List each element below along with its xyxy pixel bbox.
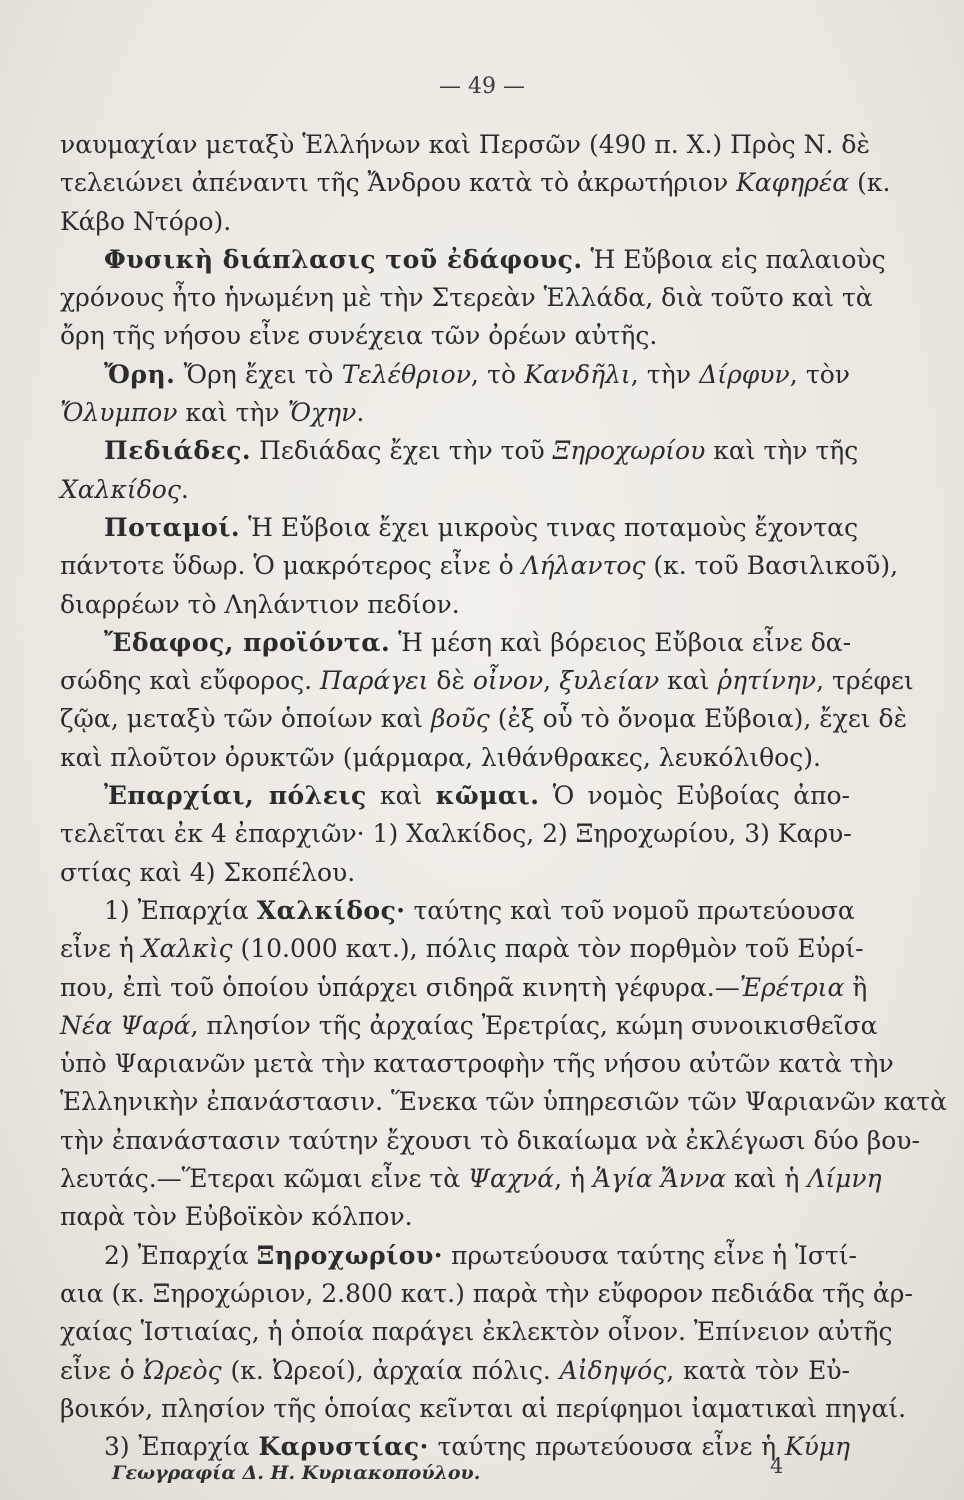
text-line <box>60 279 873 317</box>
text-line <box>60 700 907 738</box>
text-run: , τὸν <box>789 359 850 389</box>
text-line <box>60 1390 907 1428</box>
text-line <box>60 547 899 585</box>
italic-term: Ὄλυμπον <box>60 398 178 428</box>
italic-term: Χαλκὶς <box>141 934 233 964</box>
text-run: , τρέφει <box>816 666 914 696</box>
italic-term: Λίμνη <box>807 1164 882 1194</box>
italic-term: οἶνον <box>472 666 544 696</box>
text-run: βοικόν, πλησίον τῆς ὁποίας κεῖνται αἱ περίφημοι ἰαματικαὶ πηγαί. <box>60 1393 907 1423</box>
text-line <box>60 1007 878 1045</box>
text-line <box>60 892 855 930</box>
text-line <box>60 777 850 815</box>
text-line <box>60 1122 920 1160</box>
text-run: ζῷα, μεταξὺ τῶν ὁποίων καὶ <box>60 704 432 734</box>
text-run: Ἡ μέση καὶ βόρειος Εὔβοια εἶνε δα- <box>390 627 852 657</box>
text-line <box>60 241 886 279</box>
text-run: Ἡ Εὔβοια ἔχει μικροὺς τινας ποταμοὺς ἔχοντας <box>240 512 859 542</box>
text-line <box>60 1313 893 1351</box>
text-run: σώδης καὶ εὔφορος. <box>60 666 321 696</box>
text-line <box>60 739 850 777</box>
text-run: (κ. τοῦ Βασιλικοῦ), <box>645 551 899 581</box>
section-heading: Ἐπαρχίαι, πόλεις <box>104 781 367 811</box>
text-run: , ἡ <box>554 1164 593 1194</box>
italic-term: Αἰδηψός <box>559 1355 667 1385</box>
section-heading: Καρυστίας· <box>258 1432 429 1462</box>
text-run: τελεῖται ἐκ 4 ἐπαρχιῶν· 1) Χαλκίδος, 2) Ξηροχωρίου, 3) Καρυ- <box>60 819 852 849</box>
italic-term: Ἐρέτρια <box>739 972 845 1002</box>
text-line <box>60 969 868 1007</box>
text-run: Ἡ Εὔβοια εἰς παλαιοὺς <box>582 244 886 274</box>
italic-term: Ψαχνά <box>468 1164 555 1194</box>
text-line <box>60 471 850 509</box>
text-run: δὲ <box>428 666 473 696</box>
text-run: ἢ <box>844 972 868 1002</box>
text-run: 1) Ἐπαρχία <box>104 895 257 925</box>
text-run: ὄρη τῆς νήσου εἶνε συνέχεια τῶν ὀρέων αὐτῆς. <box>60 321 658 351</box>
italic-term: ῥητίνην <box>717 666 817 696</box>
text-line <box>60 930 864 968</box>
text-line <box>60 1083 947 1121</box>
text-line <box>60 624 850 662</box>
section-heading: Πεδιάδες. <box>104 436 252 466</box>
italic-term: Κανδῆλι <box>524 359 631 389</box>
text-run: καὶ ἡ <box>726 1164 808 1194</box>
text-run: 2) Ἐπαρχία <box>104 1240 257 1270</box>
text-run: καὶ <box>659 666 718 696</box>
text-line <box>60 1275 913 1313</box>
text-line <box>60 317 850 355</box>
text-line <box>60 164 891 202</box>
italic-term: ξυλείαν <box>559 666 660 696</box>
footer-author-line: Γεωγραφία Δ. Η. Κυριακοπούλου. <box>112 1462 481 1484</box>
text-run: αια (κ. Ξηροχώριον, 2.800 κατ.) παρὰ τὴν εὔφορον πεδιάδα τῆς ἀρ- <box>60 1278 913 1308</box>
text-run: Πεδιάδας ἔχει τὴν τοῦ <box>251 436 553 466</box>
text-run: καὶ τὴν τῆς <box>705 436 859 466</box>
text-run: , τὴν <box>630 359 700 389</box>
text-run: ναυμαχίαν μεταξὺ Ἑλλήνων καὶ Περσῶν (490 π. Χ.) Πρὸς Ν. δὲ <box>60 130 870 159</box>
italic-term: Παράγει <box>320 666 429 696</box>
text-line <box>60 1198 850 1236</box>
italic-term: Τελέθριον <box>341 359 471 389</box>
text-line <box>60 1160 882 1198</box>
text-run: Ὄρη ἔχει τὸ <box>175 359 342 389</box>
italic-term: Λήλαντος <box>521 551 646 581</box>
text-run: , κατὰ τὸν Εὐ- <box>666 1355 850 1385</box>
text-line <box>60 1352 850 1390</box>
text-line <box>60 1237 857 1275</box>
text-run: χαίας Ἱστιαίας, ἡ ὁποία παράγει ἐκλεκτὸν οἶνον. Ἐπίνειον αὐτῆς <box>60 1317 893 1347</box>
text-line <box>60 509 859 547</box>
italic-term: Ὠρεὸς <box>143 1355 222 1385</box>
text-line <box>60 1428 850 1466</box>
text-run: πάντοτε ὕδωρ. Ὁ μακρότερος εἶνε ὁ <box>60 551 522 581</box>
text-run: (10.000 κατ.), πόλις παρὰ τὸν πορθμὸν τοῦ Εὐρί- <box>232 934 864 964</box>
section-heading: Ξηροχωρίου· <box>256 1240 443 1270</box>
text-run: (κ. Ὠρεοί), ἀρχαία πόλις. <box>221 1355 560 1385</box>
section-heading: Φυσικὴ διάπλασις τοῦ ἐδάφους. <box>104 244 583 274</box>
text-run: εἶνε ὁ <box>60 1355 144 1385</box>
text-run: (κ. <box>849 168 891 198</box>
text-run: παρὰ τὸν Εὐβοϊκὸν κόλπον. <box>60 1202 413 1232</box>
italic-term: Δίρφυν <box>699 359 790 389</box>
section-heading: Ὄρη. <box>104 359 176 389</box>
text-run: εἶνε ἡ <box>60 934 142 964</box>
text-run: Ὁ νομὸς Εὐβοίας ἀπο- <box>539 781 851 811</box>
text-run: Ἑλληνικὴν ἐπανάστασιν. Ἕνεκα τῶν ὑπηρεσιῶν τῶν Ψαριανῶν κατὰ <box>60 1087 947 1117</box>
italic-term: βοῦς <box>431 704 490 734</box>
section-heading: Ποταμοί. <box>104 512 241 542</box>
text-run: ὑπὸ Ψαριανῶν μετὰ τὴν καταστροφὴν τῆς νήσου αὐτῶν κατὰ τὴν <box>60 1049 894 1079</box>
italic-term: Χαλκίδος <box>60 474 181 504</box>
text-run: πρωτεύουσα ταύτης εἶνε ἡ Ἱστί- <box>443 1240 857 1270</box>
text-run: χρόνους ἦτο ἡνωμένη μὲ τὴν Στερεὰν Ἑλλάδα, διὰ τοῦτο καὶ τὰ <box>60 283 873 313</box>
section-heading: Χαλκίδος· <box>256 895 406 925</box>
text-line <box>60 1045 894 1083</box>
text-run: καὶ <box>366 781 436 811</box>
text-run: τελειώνει ἀπέναντι τῆς Ἄνδρου κατὰ τὸ ἀκρωτήριον <box>60 168 737 198</box>
body-text <box>60 126 947 1466</box>
text-run: καὶ τὴν <box>177 398 288 428</box>
text-run: διαρρέων τὸ Ληλάντιον πεδίον. <box>60 589 460 619</box>
italic-term: Καφηρέα <box>736 168 850 198</box>
text-run: ταύτης πρωτεύουσα εἶνε ἡ <box>428 1432 785 1462</box>
text-line <box>60 854 850 892</box>
text-run: που, ἐπὶ τοῦ ὁποίου ὑπάρχει σιδηρᾶ κινητὴ γέφυρα.— <box>60 972 740 1002</box>
page-number: — 49 — <box>439 74 525 99</box>
text-run: Κάβο Ντόρο). <box>60 206 232 236</box>
section-heading: Ἔδαφος, προϊόντα. <box>104 627 391 657</box>
text-line <box>60 432 859 470</box>
text-run: 3) Ἐπαρχία <box>104 1432 259 1462</box>
text-run: στίας καὶ 4) Σκοπέλου. <box>60 857 356 887</box>
text-line <box>60 394 850 432</box>
text-line <box>60 126 870 164</box>
text-run: ταύτης καὶ τοῦ νομοῦ πρωτεύουσα <box>405 895 855 925</box>
text-run: . <box>356 398 365 428</box>
text-line <box>60 586 850 624</box>
text-run: , πλησίον τῆς ἀρχαίας Ἐρετρίας, κώμη συνοικισθεῖσα <box>190 1010 878 1040</box>
italic-term: Ἁγία Ἄννα <box>592 1164 727 1194</box>
signature-mark: 4 <box>770 1454 784 1478</box>
text-run: , τὸ <box>470 359 525 389</box>
text-line <box>60 356 850 394</box>
text-line <box>60 662 914 700</box>
italic-term: Ξηροχωρίου <box>552 436 706 466</box>
text-run: τὴν ἐπανάστασιν ταύτην ἔχουσι τὸ δικαίωμα νὰ ἐκλέγωσι δύο βου- <box>60 1125 920 1155</box>
text-run: (ἐξ οὗ τὸ ὄνομα Εὔβοια), ἔχει δὲ <box>489 704 907 734</box>
text-run: καὶ πλοῦτον ὀρυκτῶν (μάρμαρα, λιθάνθρακες, λευκόλιθος). <box>60 742 821 772</box>
section-heading: κῶμαι. <box>435 781 540 811</box>
italic-term: Νέα Ψαρά <box>60 1010 191 1040</box>
text-run: . <box>180 474 189 504</box>
italic-term: Κύμη <box>784 1432 850 1462</box>
italic-term: Ὄχην <box>287 398 357 428</box>
text-line <box>60 203 850 241</box>
text-run: λευτάς.—Ἕτεραι κῶμαι εἶνε τὰ <box>60 1164 469 1194</box>
text-run: , <box>543 666 560 696</box>
text-line <box>60 815 850 853</box>
